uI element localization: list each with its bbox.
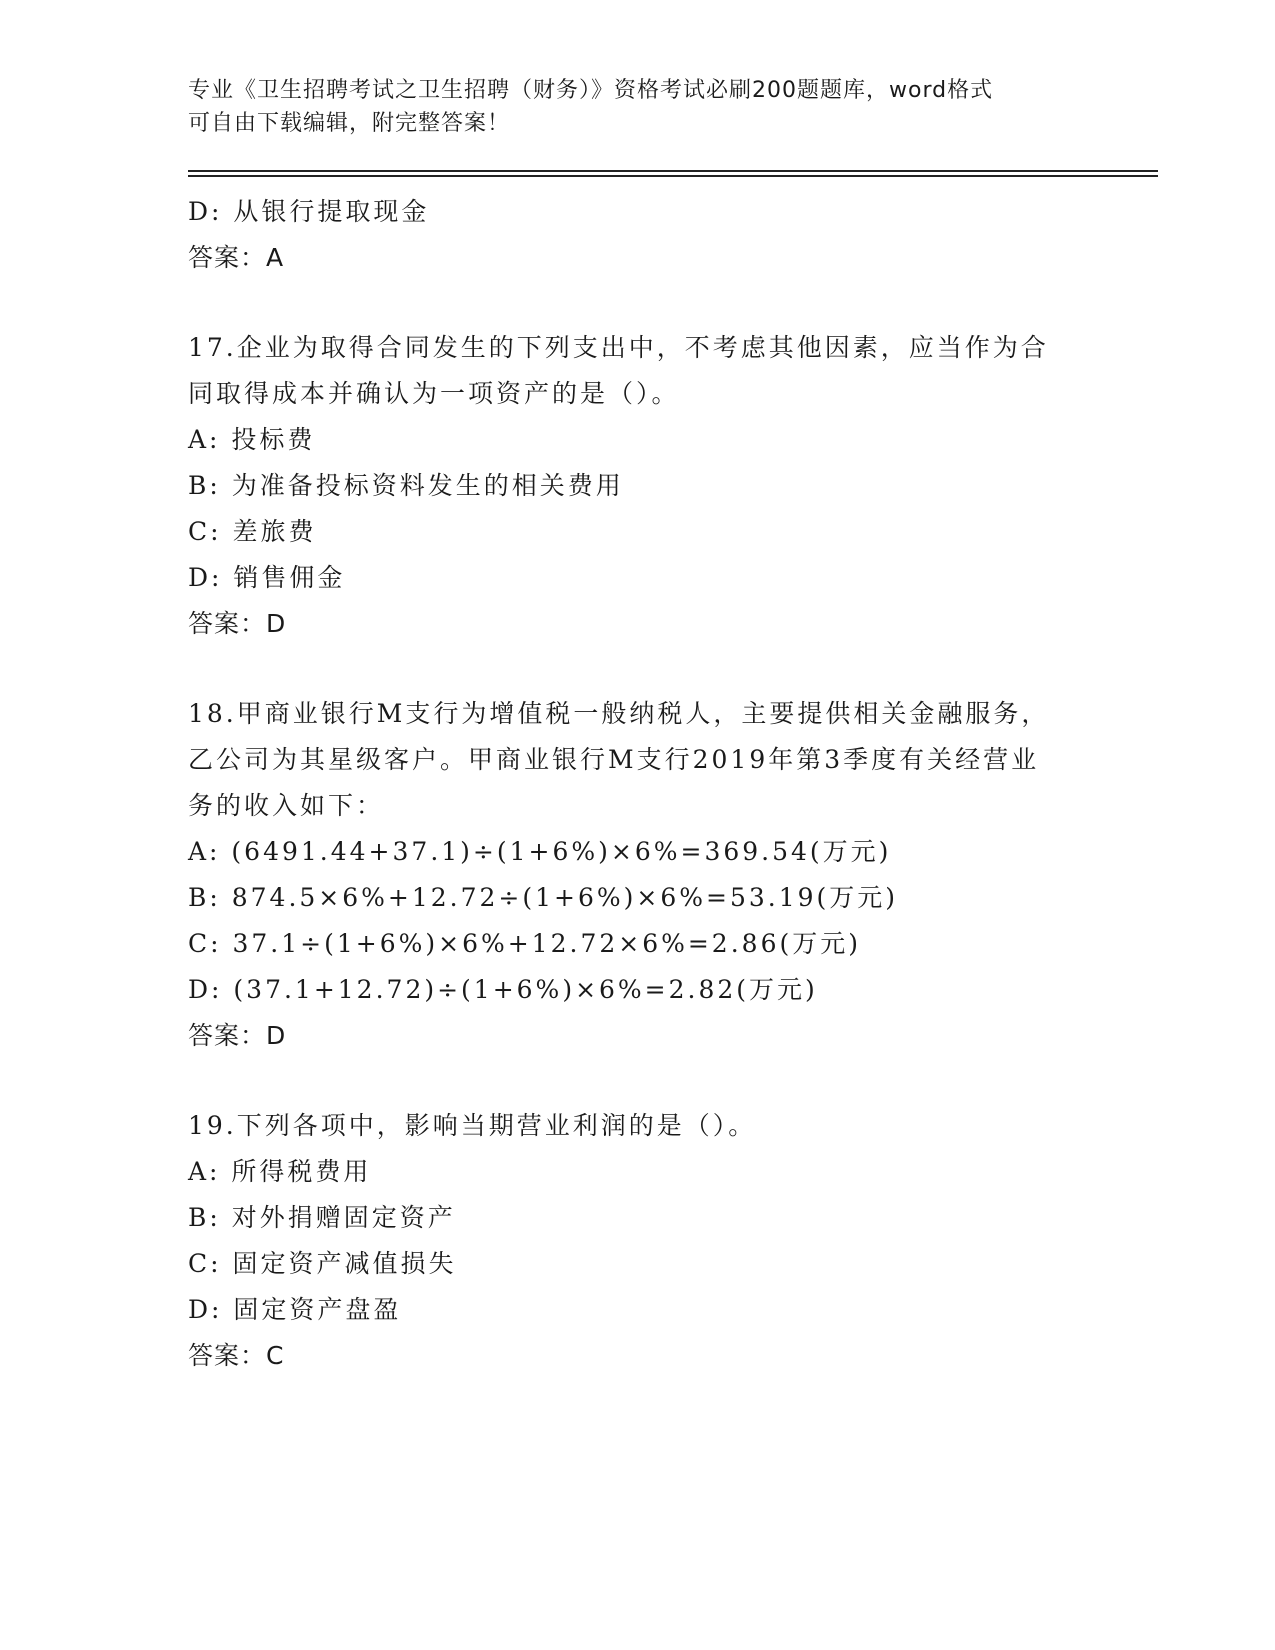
header-rule-top bbox=[188, 170, 1158, 172]
header-line-2: 可自由下载编辑，附完整答案！ bbox=[188, 111, 511, 136]
document-body bbox=[188, 189, 1088, 1379]
answer: 答案：D bbox=[188, 1021, 287, 1050]
question-stem-line-1: 19.下列各项中，影响当期营业利润的是（）。 bbox=[188, 1111, 757, 1140]
option-a: A: (6491.44+37.1)÷(1+6%)×6%=369.54(万元) bbox=[188, 837, 892, 866]
option-c: C: 固定资产减值损失 bbox=[188, 1249, 457, 1278]
option-d: D: 固定资产盘盈 bbox=[188, 1295, 402, 1324]
answer: 答案：D bbox=[188, 609, 287, 638]
question-stem-line-2: 乙公司为其星级客户。甲商业银行M支行2019年第3季度有关经营业 bbox=[188, 745, 1040, 774]
header-rule-bottom bbox=[188, 175, 1158, 177]
option-c: C: 37.1÷(1+6%)×6%+12.72×6%=2.86(万元) bbox=[188, 929, 861, 958]
previous-question-tail bbox=[188, 189, 1088, 281]
document-header bbox=[188, 74, 1088, 140]
question-18 bbox=[188, 691, 1088, 1059]
answer: 答案：C bbox=[188, 1341, 285, 1370]
question-stem-line-2: 同取得成本并确认为一项资产的是（）。 bbox=[188, 379, 680, 408]
answer: 答案：A bbox=[188, 243, 285, 272]
option-d: D: 从银行提取现金 bbox=[188, 197, 430, 226]
question-17 bbox=[188, 325, 1088, 647]
question-stem-line-1: 18.甲商业银行M支行为增值税一般纳税人，主要提供相关金融服务， bbox=[188, 699, 1050, 728]
question-19 bbox=[188, 1103, 1088, 1379]
question-stem-line-3: 务的收入如下： bbox=[188, 791, 385, 820]
option-d: D: 销售佣金 bbox=[188, 563, 346, 592]
option-b: B: 为准备投标资料发生的相关费用 bbox=[188, 471, 624, 500]
option-c: C: 差旅费 bbox=[188, 517, 317, 546]
question-stem-line-1: 17.企业为取得合同发生的下列支出中，不考虑其他因素，应当作为合 bbox=[188, 333, 1049, 362]
option-b: B: 874.5×6%+12.72÷(1+6%)×6%=53.19(万元) bbox=[188, 883, 899, 912]
option-d: D: (37.1+12.72)÷(1+6%)×6%=2.82(万元) bbox=[188, 975, 818, 1004]
option-a: A: 所得税费用 bbox=[188, 1157, 372, 1186]
option-b: B: 对外捐赠固定资产 bbox=[188, 1203, 456, 1232]
header-line-1: 专业《卫生招聘考试之卫生招聘（财务）》资格考试必刷200题题库，word格式 bbox=[188, 78, 994, 103]
option-a: A: 投标费 bbox=[188, 425, 316, 454]
